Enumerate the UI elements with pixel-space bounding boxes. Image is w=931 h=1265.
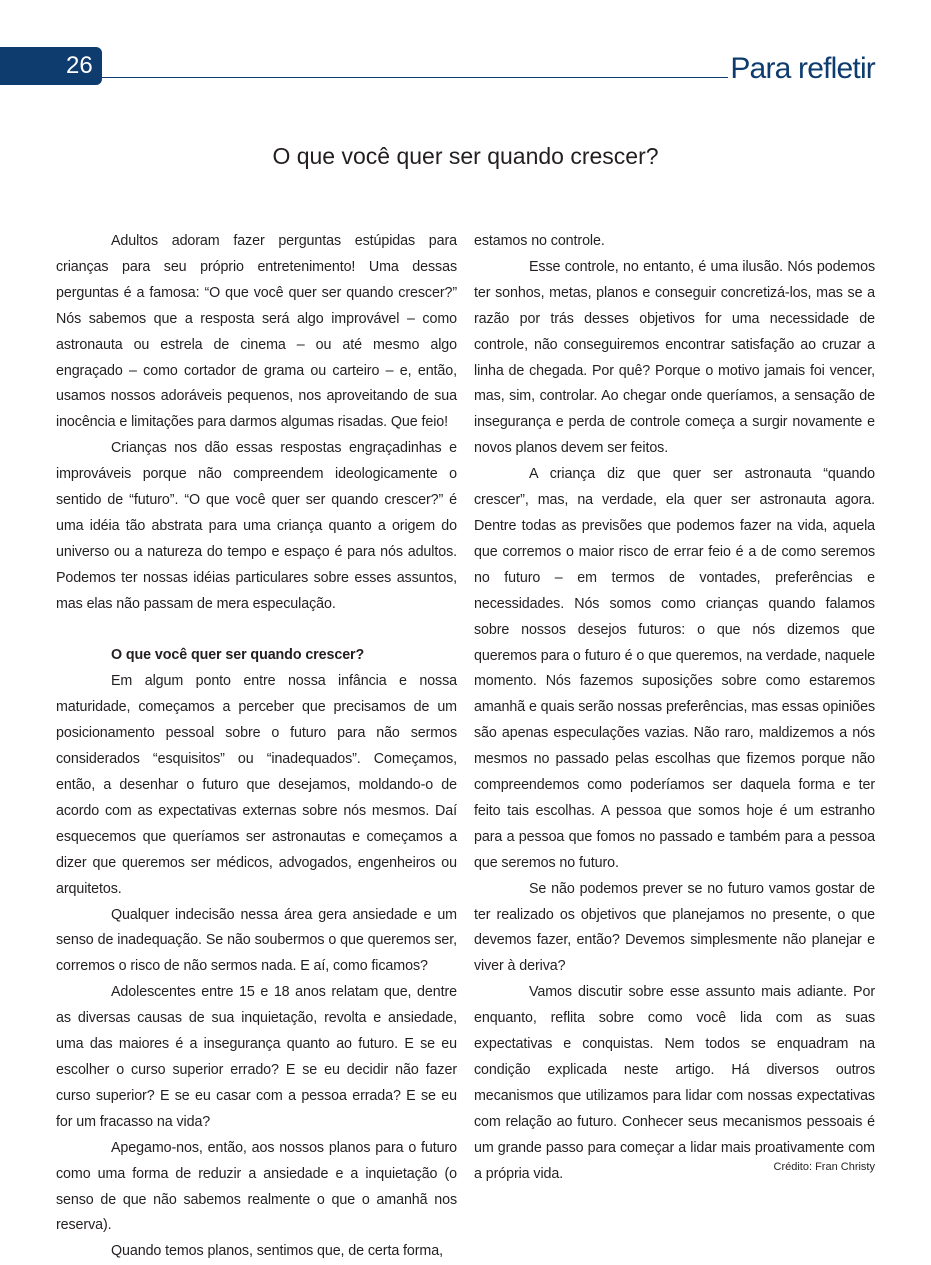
- paragraph: Crianças nos dão essas respostas engraçadinhas e improváveis porque não compreendem ideologicamente o sentido de “futuro”. “O que você quer ser quando crescer?” é uma idéia tão abstrata para uma criança quanto a origem do universo ou a natureza do tempo e espaço é para nós adultos. Podemos ter nossas idéias particulares sobre esses assuntos, mas elas não passam de mera especulação.: [56, 440, 457, 612]
- paragraph: Se não podemos prever se no futuro vamos gostar de ter realizado os objetivos que planejamos no presente, o que devemos fazer, então? Devemos simplesmente não planejar e viver à deriva?: [474, 880, 875, 975]
- paragraph: Adolescentes entre 15 e 18 anos relatam que, dentre as diversas causas de sua inquietação, revolta e ansiedade, uma das maiores é a insegurança quanto ao futuro. E se eu escolher o curso superior errado? E se eu decidir não fazer curso superior? E se eu casar com a pessoa errada? E se eu for um fracasso na vida?: [56, 984, 457, 1130]
- paragraph: A criança diz que quer ser astronauta “quando crescer”, mas, na verdade, ela quer ser astronauta agora. Dentre todas as previsões que podemos fazer na vida, aquela que corremos o maior risco de errar feio é a de como seremos no futuro – em termos de vontades, preferências e necessidades. Nós somos como crianças quando falamos sobre nossos desejos futuros: o que nós dizemos que queremos para o futuro é o que queremos, na verdade, naquele momento. Nós fazemos suposições sobre como estaremos amanhã e quais serão nossas preferências, mas essas opiniões são apenas especulações vazias. Não raro, maldizemos a nós mesmos no passado pelas escolhas que fizemos porque não compreendemos como poderíamos ser daquela forma e ter feito tais escolhas. A pessoa que somos hoje é um estranho para a pessoa que fomos no passado e também para a pessoa que seremos no futuro.: [474, 466, 875, 871]
- paragraph: Adultos adoram fazer perguntas estúpidas para crianças para seu próprio entretenimento! Uma dessas perguntas é a famosa: “O que você quer ser quando crescer?” Nós sabemos que a resposta será algo improvável – como astronauta ou estrela de cinema – ou até mesmo algo engraçado – como cortador de grama ou carteiro – e, então, usamos nossos adoráveis pequenos, nos aproveitando de sua inocência e limitações para darmos algumas risadas. Que feio!: [56, 233, 457, 431]
- left-column: [56, 229, 457, 1265]
- paragraph: Esse controle, no entanto, é uma ilusão. Nós podemos ter sonhos, metas, planos e conseguir concretizá-los, mas se a razão por trás desses objetivos for uma necessidade de controle, não conseguiremos encontrar satisfação ao cruzar a linha de chegada. Por quê? Porque o motivo jamais foi vencer, mas, sim, controlar. Ao chegar onde queríamos, a sensação de insegurança e perda de controle começa a surgir novamente e novos planos devem ser feitos.: [474, 258, 875, 457]
- header-divider: [102, 77, 728, 78]
- paragraph: Quando temos planos, sentimos que, de certa forma,: [111, 1243, 443, 1260]
- paragraph: Qualquer indecisão nessa área gera ansiedade e um senso de inadequação. Se não soubermos o que queremos ser, corremos o risco de não sermos nada. E aí, como ficamos?: [56, 906, 457, 975]
- right-column: [474, 229, 875, 1188]
- page-number: 26: [66, 52, 93, 79]
- page-number-tab: [0, 47, 102, 85]
- paragraph: Apegamo-nos, então, aos nossos planos para o futuro como uma forma de reduzir a ansiedade e a inquietação (o senso de que não sabemos realmente o que o amanhã nos reserva).: [56, 1139, 457, 1234]
- paragraph-continuation: estamos no controle.: [474, 233, 605, 249]
- paragraph: Vamos discutir sobre esse assunto mais adiante. Por enquanto, reflita sobre como você lida com as suas expectativas e conquistas. Nem todos se enquadram na condição explicada neste artigo. Há diversos outros mecanismos que utilizamos para lidar com nossas expectativas com relação ao futuro. Conhecer seus mecanismos pessoais é um grande passo para começar a lidar mais proativamente com a própria vida.: [474, 984, 875, 1182]
- paragraph: Em algum ponto entre nossa infância e nossa maturidade, começamos a perceber que precisamos de um posicionamento pessoal sobre o futuro para não sermos considerados “esquisitos” ou “inadequados”. Começamos, então, a desenhar o futuro que desejamos, moldando-o de acordo com as expectativas externas sobre nós mesmos. Daí esquecemos que queríamos ser astronautas e começamos a dizer que queremos ser médicos, advogados, engenheiros ou arquitetos.: [56, 673, 457, 897]
- credit-line: Crédito: Fran Christy: [773, 1161, 875, 1173]
- article-title: O que você quer ser quando crescer?: [272, 143, 659, 169]
- section-title: Para refletir: [730, 52, 875, 85]
- subheading: O que você quer ser quando crescer?: [111, 647, 365, 664]
